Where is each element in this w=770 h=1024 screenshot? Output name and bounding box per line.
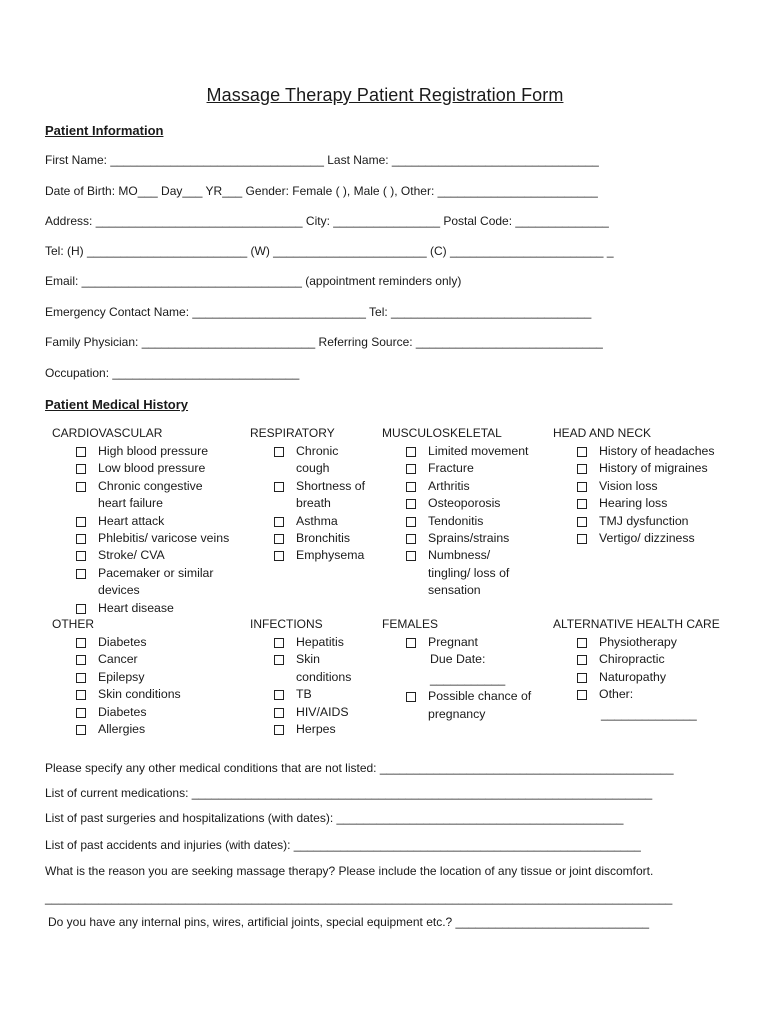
- checkbox-osteoporosis[interactable]: Osteoporosis: [406, 495, 547, 512]
- checkbox-allergies[interactable]: Allergies: [76, 721, 247, 738]
- dob-gender-line[interactable]: Date of Birth: MO___ Day___ YR___ Gender: Female ( ), Male ( ), Other: ________________________: [45, 184, 598, 198]
- checkbox-chronic-cough[interactable]: Chronic cough: [274, 443, 356, 478]
- checkbox-tmj[interactable]: TMJ dysfunction: [577, 513, 753, 530]
- checkbox-migraines[interactable]: History of migraines: [577, 460, 753, 477]
- other-conditions-line[interactable]: Please specify any other medical conditions that are not listed: ____________________________________________: [45, 761, 674, 775]
- checkbox-high-blood-pressure[interactable]: High blood pressure: [76, 443, 247, 460]
- checkbox-stroke[interactable]: Stroke/ CVA: [76, 547, 247, 564]
- alternative-health-group: [553, 617, 753, 723]
- reason-answer-line[interactable]: ______________________________________________________________________________________________: [45, 891, 673, 905]
- due-date-label: Due Date:: [430, 652, 486, 667]
- checkbox-hiv-aids[interactable]: HIV/AIDS: [274, 704, 375, 721]
- checkbox-hepatitis[interactable]: Hepatitis: [274, 634, 375, 651]
- checkbox-pregnant[interactable]: [406, 634, 547, 688]
- medications-line[interactable]: List of current medications: _____________________________________________________________________: [45, 786, 653, 800]
- infections-label: INFECTIONS: [250, 617, 323, 631]
- checkbox-herpes[interactable]: Herpes: [274, 721, 375, 738]
- checkbox-skin-conditions[interactable]: Skin conditions: [76, 686, 247, 703]
- pregnant-label: Pregnant: [428, 635, 478, 649]
- checkbox-chronic-congestive-heart-failure[interactable]: Chronic congestive heart failure: [76, 478, 213, 513]
- females-list: [382, 634, 547, 723]
- occupation-line[interactable]: Occupation: ____________________________: [45, 366, 300, 380]
- due-date-field[interactable]: ___________: [430, 671, 506, 686]
- head-neck-label: HEAD AND NECK: [553, 426, 652, 440]
- other-alternative-field[interactable]: ______________: [601, 706, 697, 721]
- address-line[interactable]: Address: _______________________________ City: ________________ Postal Code: ______________: [45, 214, 609, 228]
- checkbox-phlebitis[interactable]: Phlebitis/ varicose veins: [76, 530, 247, 547]
- other-list: [52, 634, 247, 738]
- respiratory-group: [250, 426, 375, 565]
- surgeries-line[interactable]: List of past surgeries and hospitalizations (with dates): ___________________________________________: [45, 811, 624, 825]
- form-title: Massage Therapy Patient Registration Form: [206, 85, 564, 105]
- cardiovascular-list: [52, 443, 247, 617]
- checkbox-possible-pregnancy[interactable]: Possible chance of pregnancy: [406, 688, 533, 723]
- checkbox-epilepsy[interactable]: Epilepsy: [76, 669, 247, 686]
- checkbox-skin-conditions-infection[interactable]: Skin conditions: [274, 651, 356, 686]
- checkbox-cancer[interactable]: Cancer: [76, 651, 247, 668]
- reason-question: What is the reason you are seeking massage therapy? Please include the location of any tissue or joint discomfort.: [45, 864, 654, 878]
- checkbox-emphysema[interactable]: Emphysema: [274, 547, 375, 564]
- name-line[interactable]: First Name: ________________________________ Last Name: _______________________________: [45, 153, 599, 167]
- checkbox-headaches[interactable]: History of headaches: [577, 443, 753, 460]
- emergency-contact-line[interactable]: Emergency Contact Name: __________________________ Tel: ______________________________: [45, 305, 592, 319]
- family-physician-line[interactable]: Family Physician: __________________________ Referring Source: ____________________________: [45, 335, 603, 349]
- head-neck-list: [553, 443, 753, 547]
- checkbox-shortness-of-breath[interactable]: Shortness of breath: [274, 478, 371, 513]
- females-label: FEMALES: [382, 617, 439, 631]
- checkbox-vision-loss[interactable]: Vision loss: [577, 478, 753, 495]
- checkbox-vertigo[interactable]: Vertigo/ dizziness: [577, 530, 753, 547]
- alternative-health-list: [553, 634, 753, 723]
- email-line[interactable]: Email: _________________________________ (appointment reminders only): [45, 274, 462, 288]
- checkbox-diabetes-2[interactable]: Diabetes: [76, 704, 247, 721]
- musculoskeletal-list: [382, 443, 547, 600]
- checkbox-other-alternative[interactable]: [577, 686, 753, 723]
- accidents-line[interactable]: List of past accidents and injuries (with dates): ____________________________________________________: [45, 838, 641, 852]
- checkbox-diabetes[interactable]: Diabetes: [76, 634, 247, 651]
- head-neck-group: [553, 426, 753, 547]
- checkbox-naturopathy[interactable]: Naturopathy: [577, 669, 753, 686]
- checkbox-fracture[interactable]: Fracture: [406, 460, 547, 477]
- musculoskeletal-label: MUSCULOSKELETAL: [382, 426, 502, 440]
- other-alternative-label: Other:: [599, 687, 634, 702]
- infections-list: [250, 634, 375, 738]
- patient-information-heading: Patient Information: [45, 123, 164, 138]
- checkbox-heart-disease[interactable]: Heart disease: [76, 600, 247, 617]
- checkbox-chiropractic[interactable]: Chiropractic: [577, 651, 753, 668]
- checkbox-hearing-loss[interactable]: Hearing loss: [577, 495, 753, 512]
- checkbox-asthma[interactable]: Asthma: [274, 513, 375, 530]
- checkbox-numbness[interactable]: Numbness/ tingling/ loss of sensation: [406, 547, 523, 599]
- cardiovascular-group: [52, 426, 247, 617]
- checkbox-heart-attack[interactable]: Heart attack: [76, 513, 247, 530]
- other-group: [52, 617, 247, 738]
- checkbox-limited-movement[interactable]: Limited movement: [406, 443, 547, 460]
- musculoskeletal-group: [382, 426, 547, 600]
- respiratory-list: [250, 443, 375, 565]
- females-group: [382, 617, 547, 723]
- checkbox-tendonitis[interactable]: Tendonitis: [406, 513, 547, 530]
- medical-history-heading: Patient Medical History: [45, 397, 189, 412]
- checkbox-pacemaker[interactable]: Pacemaker or similar devices: [76, 565, 223, 600]
- infections-group: [250, 617, 375, 738]
- alternative-health-label: ALTERNATIVE HEALTH CARE: [553, 617, 720, 631]
- cardiovascular-label: CARDIOVASCULAR: [52, 426, 163, 440]
- checkbox-arthritis[interactable]: Arthritis: [406, 478, 547, 495]
- checkbox-bronchitis[interactable]: Bronchitis: [274, 530, 375, 547]
- checkbox-low-blood-pressure[interactable]: Low blood pressure: [76, 460, 247, 477]
- internal-devices-line[interactable]: Do you have any internal pins, wires, artificial joints, special equipment etc.? _____________________________: [48, 915, 650, 929]
- checkbox-sprains-strains[interactable]: Sprains/strains: [406, 530, 547, 547]
- checkbox-physiotherapy[interactable]: Physiotherapy: [577, 634, 753, 651]
- respiratory-label: RESPIRATORY: [250, 426, 335, 440]
- other-label: OTHER: [52, 617, 94, 631]
- telephone-line[interactable]: Tel: (H) ________________________ (W) _______________________ (C) _______________________ _: [45, 244, 614, 258]
- checkbox-tb[interactable]: TB: [274, 686, 375, 703]
